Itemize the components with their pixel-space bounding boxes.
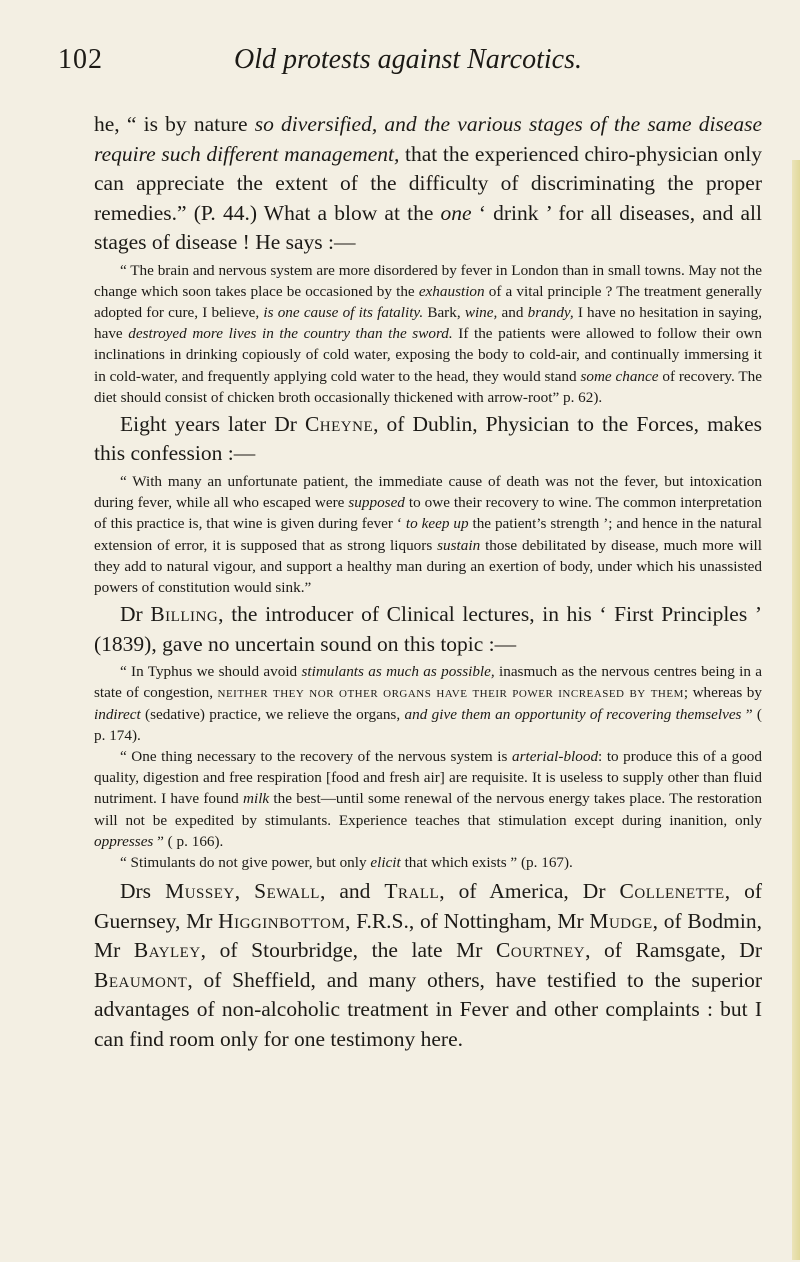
- name-billing: Billing: [150, 602, 219, 627]
- running-title: Old protests against Narcotics.: [234, 44, 582, 75]
- name-cheyne: Cheyne: [304, 411, 374, 436]
- page-edge-shadow: [792, 160, 800, 1260]
- quotation-typhus: “ In Typhus we should avoid stimulants as much as possible, inasmuch as the nervous centres being in a state of congestion, neither they nor other organs have their power increased by them; whereas by indirect (sedative) practice, we relieve the organs, and give them an opportunity of recovering themselves ” ( p. 174).: [94, 663, 763, 744]
- page-header: [58, 44, 758, 84]
- paragraph-billing: Dr Billing, the introducer of Clinical lectures, in his ‘ First Principles ’ (1839), gave no uncertain sound on this topic :—: [94, 602, 762, 656]
- quotation-stimulants: “ Stimulants do not give power, but only elicit that which exists ” (p. 167).: [120, 853, 573, 871]
- quotation-fever-london: “ The brain and nervous system are more disordered by fever in London than in small towns. May not the change which soon takes place be occasioned by the exhaustion of a vital principle ? The treatment generally adopted for cure, I believe, is one cause of its fatality. Bark, wine, and brandy, I have no hesitation in saying, have destroyed more lives in the country than the sword. If the patients were allowed to follow their own inclinations in drinking copiously of cold water, exposing the body to cold-air, and continually immersing it in cold-water, and frequently applying cold water to the head, they would stand some chance of recovery. The diet should consist of chicken broth occasionally thickened with arrow-root” p. 62).: [94, 261, 763, 406]
- quotation-arterial-blood: “ One thing necessary to the recovery of the nervous system is arterial-blood: to produce this of a good quality, digestion and free respiration [food and fresh air] are requisite. It is useless to supply other than fluid nutriment. I have found milk the best—until some renewal of the nervous energy takes place. The restoration will not be expedited by stimulants. Experience teaches that stimulation except during inanition, only oppresses ” ( p. 166).: [94, 747, 762, 850]
- page-number: 102: [58, 44, 103, 75]
- paragraph-testimonies: Drs Mussey, Sewall, and Trall, of America, Dr Collenette, of Guernsey, Mr Higginbottom, F.R.S., of Nottingham, Mr Mudge, of Bodmin, Mr Bayley, of Stourbridge, the late Mr Courtney, of Ramsgate, Dr Beaumont, of Sheffield, and many others, have testified to the superior advantages of non-alcoholic treatment in Fever and other complaints : but I can find room only for one testimony here.: [94, 879, 763, 1051]
- paragraph-intro: he, “ is by nature so diversified, and the various stages of the same disease require such different management, that the experienced chiro-physician only can appreciate the extent of the difficulty of discriminating the proper remedies.” (P. 44.) What a blow at the one ‘ drink ’ for all diseases, and all stages of disease ! He says :—: [94, 112, 762, 254]
- body-text: [94, 110, 762, 1054]
- quotation-cheyne: “ With many an unfortunate patient, the immediate cause of death was not the fever, but intoxication during fever, while all who escaped were supposed to owe their recovery to wine. The common interpretation of this practice is, that wine is given during fever ‘ to keep up the patient’s strength ’; and hence in the natural extension of error, it is supposed that as strong liquors sustain those debilitated by disease, much more will they add to natural vigour, and support a healthy man during an exertion of body, under which his unassisted powers of constitution would sink.”: [94, 472, 762, 596]
- paragraph-cheyne: Eight years later Dr Cheyne, of Dublin, Physician to the Forces, makes this confession :—: [94, 411, 762, 466]
